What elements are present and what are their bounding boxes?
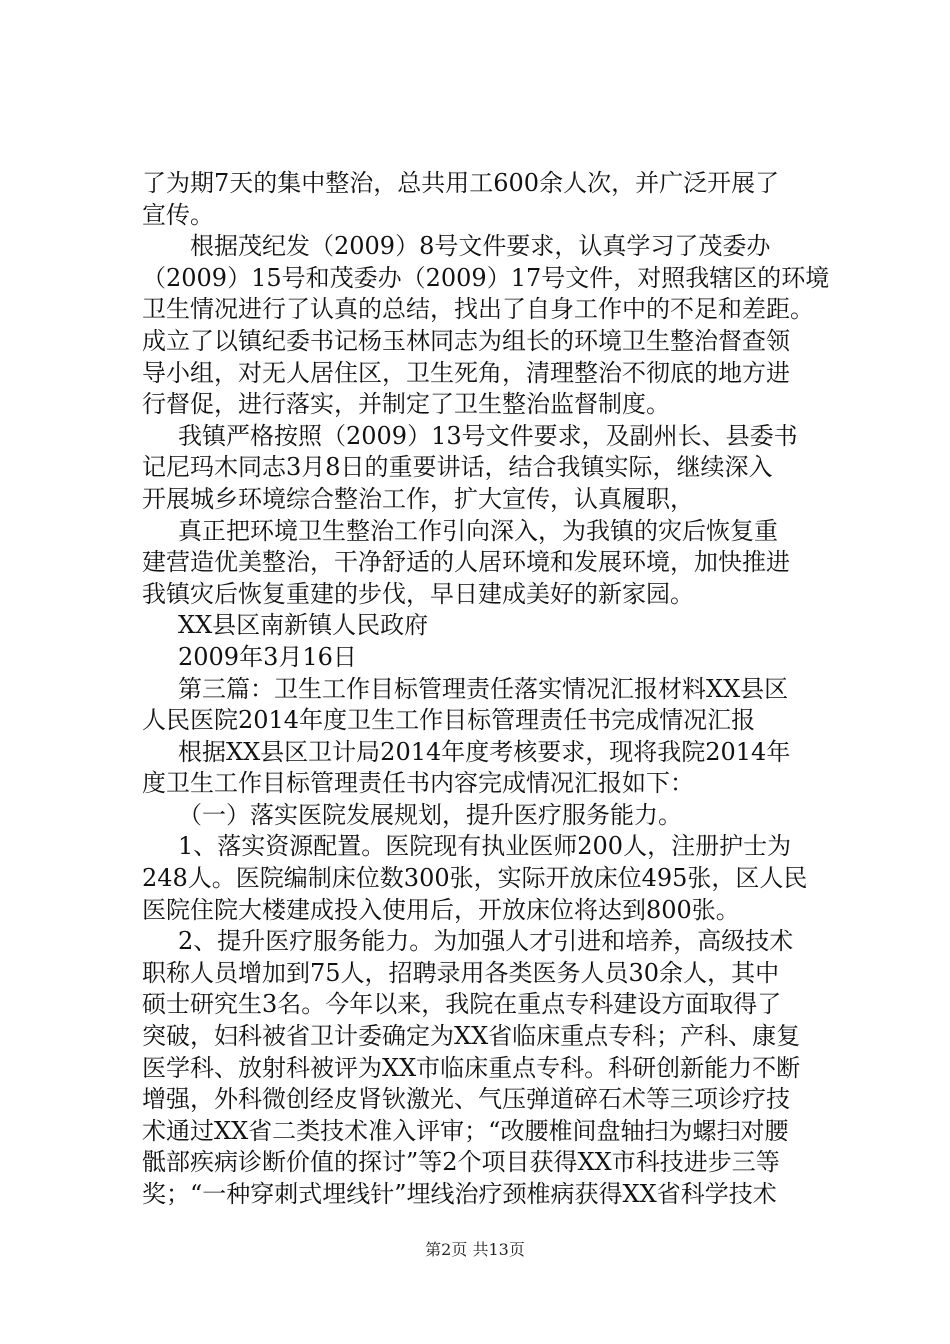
page-footer: [0, 1240, 950, 1260]
text-line: （一）落实医院发展规划，提升医疗服务能力。: [178, 800, 682, 829]
text-line: 真正把环境卫生整治工作引向深入，为我镇的灾后恢复重: [178, 516, 778, 545]
text-line: 硕士研究生3名。今年以来，我院在重点专科建设方面取得了: [142, 990, 782, 1019]
text-line: 2009年3月16日: [178, 642, 357, 671]
text-line: （2009）15号和茂委办（2009）17号文件，对照我辖区的环境: [142, 263, 830, 292]
text-line: 成立了以镇纪委书记杨玉林同志为组长的环境卫生整治督查领: [142, 326, 790, 355]
text-line: 医院住院大楼建成投入使用后，开放床位将达到800张。: [142, 895, 740, 924]
text-line: 人民医院2014年度卫生工作目标管理责任书完成情况汇报: [142, 706, 756, 735]
text-line: 我镇严格按照（2009）13号文件要求，及副州长、县委书: [178, 421, 798, 450]
text-line: 2、提升医疗服务能力。为加强人才引进和培养，高级技术: [178, 927, 794, 956]
text-line: 度卫生工作目标管理责任书内容完成情况汇报如下：: [142, 769, 694, 798]
text-line: 医学科、放射科被评为XX市临床重点专科。科研创新能力不断: [142, 1053, 801, 1082]
text-line: 我镇灾后恢复重建的步伐，早日建成美好的新家园。: [142, 579, 694, 608]
text-line: 行督促，进行落实，并制定了卫生整治监督制度。: [142, 390, 670, 419]
text-line: 第三篇：卫生工作目标管理责任落实情况汇报材料XX县区: [178, 674, 789, 703]
text-line: 开展城乡环境综合整治工作，扩大宣传，认真履职，: [142, 484, 694, 513]
text-line: 根据XX县区卫计局2014年度考核要求，现将我院2014年: [178, 737, 791, 766]
text-line: 1、落实资源配置。医院现有执业医师200人，注册护士为: [178, 832, 792, 861]
text-line: 骶部疾病诊断价值的探讨”等2个项目获得XX市科技进步三等: [142, 1148, 780, 1177]
text-line: 了为期7天的集中整治，总共用工600余人次，并广泛开展了: [142, 169, 780, 197]
text-line: 突破，妇科被省卫计委确定为XX省临床重点专科；产科、康复: [142, 1022, 801, 1051]
text-line: 记尼玛木同志3月8日的重要讲话，结合我镇实际，继续深入: [142, 453, 773, 482]
text-line: 增强，外科微创经皮肾钬激光、气压弹道碎石术等三项诊疗技: [142, 1085, 790, 1114]
page-total: 共13页: [472, 1240, 525, 1259]
text-line: XX县区南新镇人民政府: [178, 611, 429, 640]
text-line: 职称人员增加到75人，招聘录用各类医务人员30余人，其中: [142, 958, 780, 987]
text-line: 宣传。: [142, 200, 214, 229]
text-line: 术通过XX省二类技术准入评审；“改腰椎间盘轴扫为螺扫对腰: [142, 1116, 789, 1145]
text-line: 导小组，对无人居住区，卫生死角，清理整治不彻底的地方进: [142, 358, 790, 387]
text-line: 卫生情况进行了认真的总结，找出了自身工作中的不足和差距。: [142, 295, 814, 324]
page-number: 第2页: [425, 1240, 468, 1259]
text-line: 奖；“一种穿刺式埋线针”埋线治疗颈椎病获得XX省科学技术: [142, 1180, 777, 1208]
document-body: [142, 168, 842, 1211]
text-line: 248人。医院编制床位数300张，实际开放床位495张，区人民: [142, 864, 808, 893]
text-line: 根据茂纪发（2009）8号文件要求，认真学习了茂委办: [190, 232, 771, 261]
text-line: 建营造优美整治，干净舒适的人居环境和发展环境，加快推进: [142, 548, 790, 577]
